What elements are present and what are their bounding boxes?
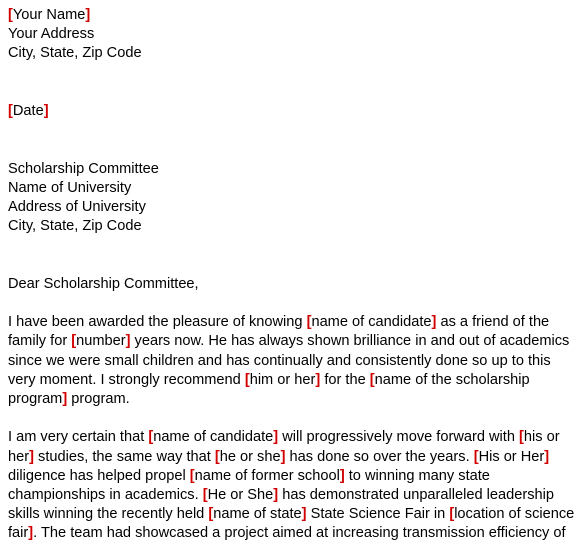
spacer [8,64,582,102]
field-pronoun-subject-cap: He or She [207,487,274,503]
field-scholarship-program: name of the scholarship program [8,371,530,407]
field-candidate-name: name of candidate [153,429,274,446]
field-pronoun-possessive-cap: His or Her [478,448,545,465]
recipient-address: Address of University [8,199,146,215]
sender-address: Your Address [8,26,95,43]
body-paragraph-1: I have been awarded the pleasure of knowing [name of candidate] as a friend of the family for [number] years now. He has always shown brilliance in and out of academics since we were small children and has continually and consistently done so up to this very moment. I strongly recommend [him or her] for the [name of the scholarship program] program. [8,314,570,407]
recipient-university: Name of University [8,179,132,196]
date-line: [Date] [8,103,49,119]
spacer [8,294,582,313]
sender-name-line: [Your Name] [8,7,91,23]
body-paragraph-2: I am very certain that [name of candidate] will progressively move forward with [his or her] studies, the same way that [he or she] has done so over the years. [His or Her] diligence has helped propel [name of former school] to winning many state championships in academics. [He or She] has demonstrated unparalleled leadership skills winning the recently held [name of state] State Science Fair in [location of science fair]. The team had showcased a project aimed at increasing transmission efficiency of [8,429,575,542]
sender-block [8,6,582,64]
sender-name: Your Name [12,7,86,23]
sender-city-state-zip: City, State, Zip Code [8,45,142,62]
recipient-committee: Scholarship Committee [8,160,159,177]
field-former-school: name of former school [194,467,340,484]
date-placeholder: Date [12,103,44,119]
recipient-city-state-zip: City, State, Zip Code [8,218,142,235]
field-candidate-name: name of candidate [311,314,432,331]
recipient-block [8,160,582,237]
salutation: Dear Scholarship Committee, [8,275,199,292]
field-pronoun-possessive: his or her [8,429,560,465]
letter-document [8,6,582,544]
field-pronoun-subject: he or she [219,448,281,465]
field-state-name: name of state [213,506,302,523]
spacer [8,409,582,428]
spacer [8,236,582,274]
field-science-fair-location: location of science fair [8,506,575,542]
field-number: number [76,333,126,350]
spacer [8,121,582,159]
field-pronoun-object: him or her [249,371,316,388]
